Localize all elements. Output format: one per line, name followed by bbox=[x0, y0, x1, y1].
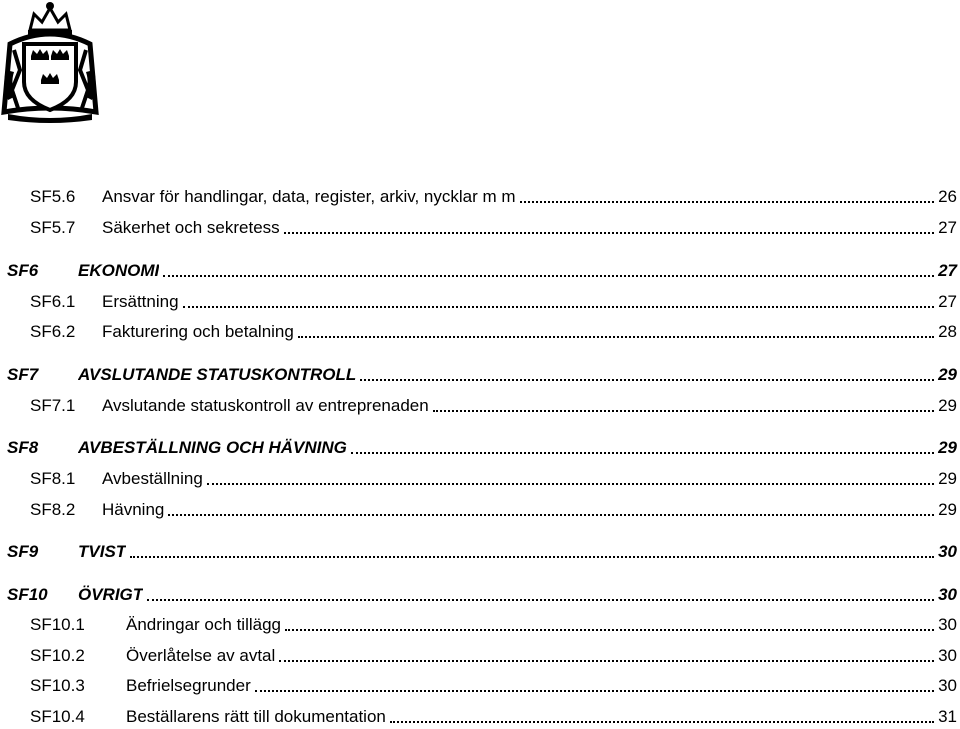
toc-entry-page: 29 bbox=[938, 438, 957, 457]
toc-entry-title: Ansvar för handlingar, data, register, arkiv, nycklar m m bbox=[102, 187, 516, 206]
toc-entry-title: EKONOMI bbox=[78, 261, 160, 280]
toc-entry-number: SF8.2 bbox=[30, 500, 76, 519]
toc-dot-leader bbox=[351, 452, 934, 454]
toc-entry[interactable] bbox=[0, 611, 957, 637]
toc-entry-page: 30 bbox=[938, 585, 957, 604]
toc-dot-leader bbox=[390, 721, 934, 723]
toc-entry-page: 27 bbox=[938, 218, 957, 237]
toc-entry-page: 30 bbox=[938, 676, 957, 695]
toc-entry[interactable] bbox=[0, 538, 957, 564]
toc-entry-number: SF7 bbox=[7, 365, 39, 384]
toc-entry[interactable] bbox=[0, 288, 957, 314]
toc-entry-page: 30 bbox=[938, 615, 957, 634]
toc-entry[interactable] bbox=[0, 361, 957, 387]
toc-entry-title: Avbeställning bbox=[102, 469, 203, 488]
toc-entry[interactable] bbox=[0, 183, 957, 209]
toc-entry[interactable] bbox=[0, 672, 957, 698]
toc-entry-page: 29 bbox=[938, 365, 957, 384]
toc-entry-number: SF6.2 bbox=[30, 322, 76, 341]
toc-entry[interactable] bbox=[0, 318, 957, 344]
toc-dot-leader bbox=[147, 599, 934, 601]
toc-entry[interactable] bbox=[0, 392, 957, 418]
toc-entry-page: 27 bbox=[938, 261, 957, 280]
toc-entry[interactable] bbox=[0, 465, 957, 491]
toc-entry[interactable] bbox=[0, 214, 957, 240]
toc-entry[interactable] bbox=[0, 703, 957, 729]
toc-entry-number: SF5.6 bbox=[30, 187, 76, 206]
toc-dot-leader bbox=[298, 336, 934, 338]
toc-entry[interactable] bbox=[0, 642, 957, 668]
toc-entry-title: AVSLUTANDE STATUSKONTROLL bbox=[78, 365, 357, 384]
toc-entry-page: 28 bbox=[938, 322, 957, 341]
toc-entry-page: 26 bbox=[938, 187, 957, 206]
toc-entry-title: Ändringar och tillägg bbox=[126, 615, 281, 634]
toc-entry-number: SF10.4 bbox=[30, 707, 85, 726]
toc-dot-leader bbox=[279, 660, 934, 662]
toc-entry-title: Säkerhet och sekretess bbox=[102, 218, 280, 237]
toc-entry-title: Fakturering och betalning bbox=[102, 322, 294, 341]
toc-entry-number: SF10.1 bbox=[30, 615, 85, 634]
toc-dot-leader bbox=[284, 232, 934, 234]
toc-entry-title: Ersättning bbox=[102, 292, 179, 311]
toc-entry[interactable] bbox=[0, 496, 957, 522]
toc-dot-leader bbox=[168, 514, 934, 516]
toc-entry-number: SF5.7 bbox=[30, 218, 76, 237]
toc-entry-number: SF6 bbox=[7, 261, 39, 280]
toc-entry-title: ÖVRIGT bbox=[78, 585, 144, 604]
toc-entry-title: AVBESTÄLLNING OCH HÄVNING bbox=[78, 438, 347, 457]
toc-entry-page: 29 bbox=[938, 396, 957, 415]
toc-dot-leader bbox=[130, 556, 934, 558]
toc-entry-number: SF8.1 bbox=[30, 469, 76, 488]
toc-dot-leader bbox=[433, 410, 934, 412]
toc-entry-title: Befrielsegrunder bbox=[126, 676, 251, 695]
toc-entry-page: 30 bbox=[938, 542, 957, 561]
toc-dot-leader bbox=[360, 379, 934, 381]
toc-dot-leader bbox=[163, 275, 934, 277]
toc-entry-title: Avslutande statuskontroll av entreprenaden bbox=[102, 396, 429, 415]
toc-entry[interactable] bbox=[0, 581, 957, 607]
toc-entry-title: Beställarens rätt till dokumentation bbox=[126, 707, 386, 726]
toc-entry[interactable] bbox=[0, 257, 957, 283]
toc-entry-number: SF6.1 bbox=[30, 292, 76, 311]
toc-entry-title: Överlåtelse av avtal bbox=[126, 646, 276, 665]
toc-entry-number: SF10.3 bbox=[30, 676, 85, 695]
toc-entry-number: SF10 bbox=[7, 585, 48, 604]
toc-entry-title: TVIST bbox=[78, 542, 127, 561]
toc-entry[interactable] bbox=[0, 434, 957, 460]
toc-entry-page: 30 bbox=[938, 646, 957, 665]
toc-dot-leader bbox=[207, 483, 934, 485]
toc-entry-page: 31 bbox=[938, 707, 957, 726]
toc-entry-number: SF9 bbox=[7, 542, 39, 561]
toc-dot-leader bbox=[285, 629, 934, 631]
toc-dot-leader bbox=[520, 201, 934, 203]
toc-entry-page: 29 bbox=[938, 500, 957, 519]
toc-entry-number: SF8 bbox=[7, 438, 39, 457]
toc-entry-title: Hävning bbox=[102, 500, 165, 519]
toc-dot-leader bbox=[183, 306, 934, 308]
toc-dot-leader bbox=[255, 690, 934, 692]
toc-entry-page: 27 bbox=[938, 292, 957, 311]
toc-entry-number: SF10.2 bbox=[30, 646, 85, 665]
toc-entry-number: SF7.1 bbox=[30, 396, 76, 415]
toc-entry-page: 29 bbox=[938, 469, 957, 488]
